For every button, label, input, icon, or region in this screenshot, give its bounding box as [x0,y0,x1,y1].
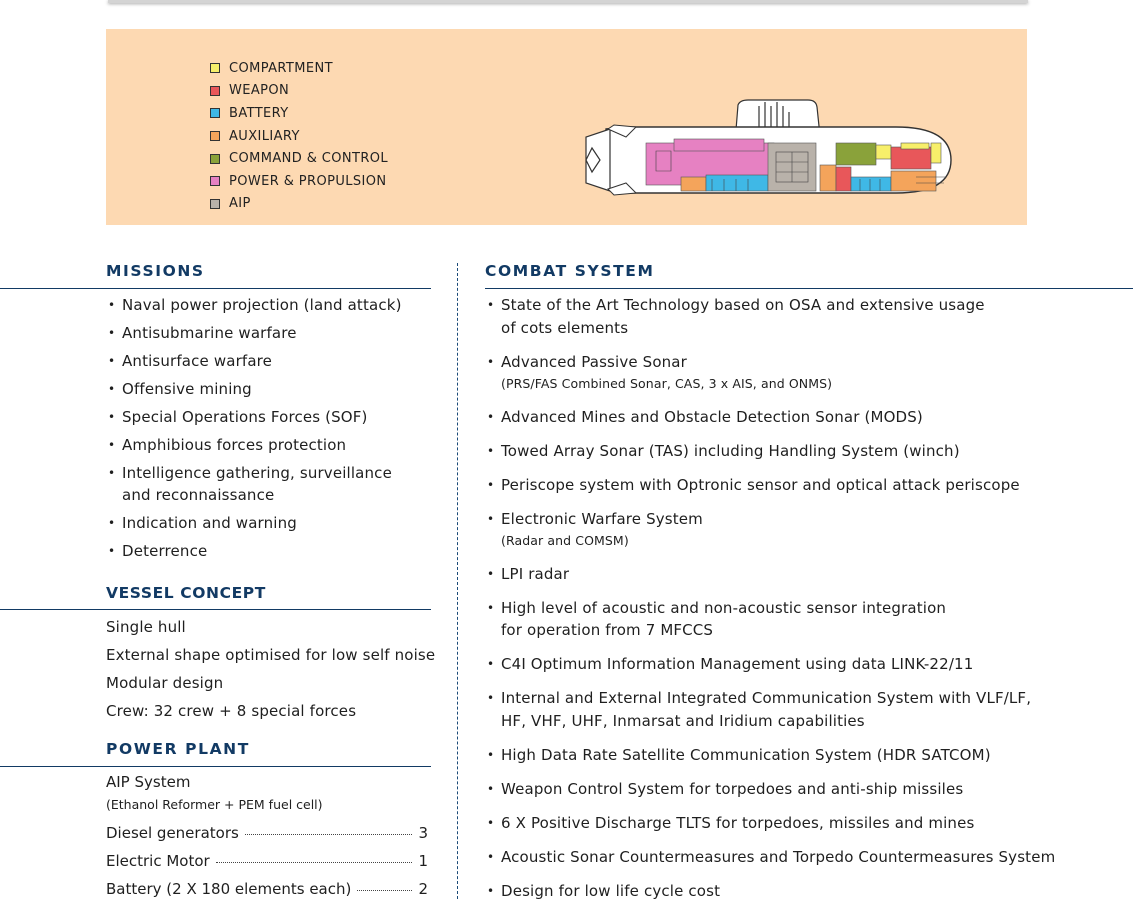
list-item: • Antisurface warfare [106,350,436,373]
list-item [485,597,1130,642]
list-item-line: Acoustic Sonar Countermeasures and Torpedo Countermeasures System [501,847,1056,866]
power-rule [0,766,431,767]
legend-swatch [210,199,220,209]
list-item-line: for operation from 7 MFCCS [501,621,714,639]
legend-label: BATTERY [229,105,289,121]
dot-leader [245,834,412,835]
legend-item [210,125,388,148]
legend-item [210,102,388,125]
legend-label: WEAPON [229,83,290,99]
legend-swatch [210,176,220,186]
list-item: • Deterrence [106,540,436,563]
list-item [485,508,1130,552]
list-item [485,812,1130,835]
list-item [485,687,1130,732]
legend-swatch [210,131,220,141]
submarine-panel [106,29,1027,225]
list-item [485,440,1130,463]
dot-leader [216,862,412,863]
submarine-cutaway-illustration [476,67,956,207]
list-item-line: Electronic Warfare System [501,509,703,528]
list-item [485,846,1130,869]
list-item [485,294,1130,339]
vessel-list [106,613,435,725]
dot-leader [357,890,412,891]
list-item-line: Weapon Control System for torpedoes and anti-ship missiles [501,779,964,798]
list-item-line: Advanced Passive Sonar [501,352,687,371]
legend-item [210,170,388,193]
compartment-legend [210,57,388,215]
power-row-qty: 1 [418,852,428,870]
legend-item [210,147,388,170]
list-item-line: Towed Array Sonar (TAS) including Handling System (winch) [501,441,960,460]
list-item: • Naval power projection (land attack) [106,294,436,317]
legend-label: COMPARTMENT [229,60,333,76]
legend-item [210,80,388,103]
vessel-title: VESSEL CONCEPT [106,584,266,602]
list-item [485,406,1130,429]
legend-swatch [210,63,220,73]
combat-rule [485,288,1133,289]
list-item [485,880,1130,903]
list-item: Modular design [106,674,224,692]
power-row-label: Diesel generators [106,824,239,842]
list-item-line: Design for low life cycle cost [501,881,721,900]
power-row [106,852,428,870]
legend-swatch [210,86,220,96]
list-item-line: of cots elements [501,318,629,337]
power-row-label: Battery (2 X 180 elements each) [106,880,352,898]
combat-title: COMBAT SYSTEM [485,262,655,280]
list-item-detail: (Radar and COMSM) [501,533,629,548]
list-item: • Indication and warning [106,512,436,535]
list-item-line: Periscope system with Optronic sensor and optical attack periscope [501,475,1020,494]
power-row-qty: 2 [418,880,428,898]
list-item-detail: (PRS/FAS Combined Sonar, CAS, 3 x AIS, and ONMS) [501,376,833,391]
list-item: • Antisubmarine warfare [106,322,436,345]
list-item [485,778,1130,801]
column-divider [457,263,458,899]
power-title: POWER PLANT [106,740,250,758]
list-item: • Special Operations Forces (SOF) [106,406,436,429]
legend-swatch [210,108,220,118]
compartment-blocks [646,139,941,191]
list-item-line: State of the Art Technology based on OSA and extensive usage [501,296,985,314]
list-item: • Offensive mining [106,378,436,401]
list-item-line: Internal and External Integrated Communication System with VLF/LF, [501,689,1032,707]
list-item [485,744,1130,767]
aip-system-label: AIP System [106,773,191,791]
list-item [485,653,1130,676]
vessel-rule [0,609,431,610]
power-row-qty: 3 [418,824,428,842]
power-row [106,880,428,898]
list-item-line: Advanced Mines and Obstacle Detection Sonar (MODS) [501,407,923,426]
list-item: Single hull [106,618,186,636]
list-item: Crew: 32 crew + 8 special forces [106,702,357,720]
list-item [485,563,1130,586]
list-item-line: LPI radar [501,564,570,583]
legend-item [210,193,388,216]
list-item-line: 6 X Positive Discharge TLTS for torpedoes, missiles and mines [501,813,975,832]
legend-label: POWER & PROPULSION [229,173,387,189]
missions-list [106,294,436,562]
list-item-line: C4I Optimum Information Management using data LINK-22/11 [501,655,974,673]
list-item: External shape optimised for low self noise [106,646,436,664]
list-item-line: High level of acoustic and non-acoustic sensor integration [501,598,947,617]
list-item-line: High Data Rate Satellite Communication System (HDR SATCOM) [501,745,991,764]
list-item-line: HF, VHF, UHF, Inmarsat and Iridium capabilities [501,711,865,730]
missions-title: MISSIONS [106,262,205,280]
power-row-label: Electric Motor [106,852,210,870]
list-item: • Intelligence gathering, surveillance and reconnaissance [106,462,422,506]
list-item: • Amphibious forces protection [106,434,436,457]
legend-label: AUXILIARY [229,128,300,144]
list-item [485,474,1130,497]
missions-rule [0,288,431,289]
aip-system-detail: (Ethanol Reformer + PEM fuel cell) [106,797,323,812]
combat-list [485,294,1130,914]
legend-label: COMMAND & CONTROL [229,151,389,167]
list-item [485,351,1130,395]
power-row [106,824,428,842]
legend-swatch [210,154,220,164]
legend-item [210,57,388,80]
top-panel-edge [108,0,1028,3]
legend-label: AIP [229,196,251,212]
